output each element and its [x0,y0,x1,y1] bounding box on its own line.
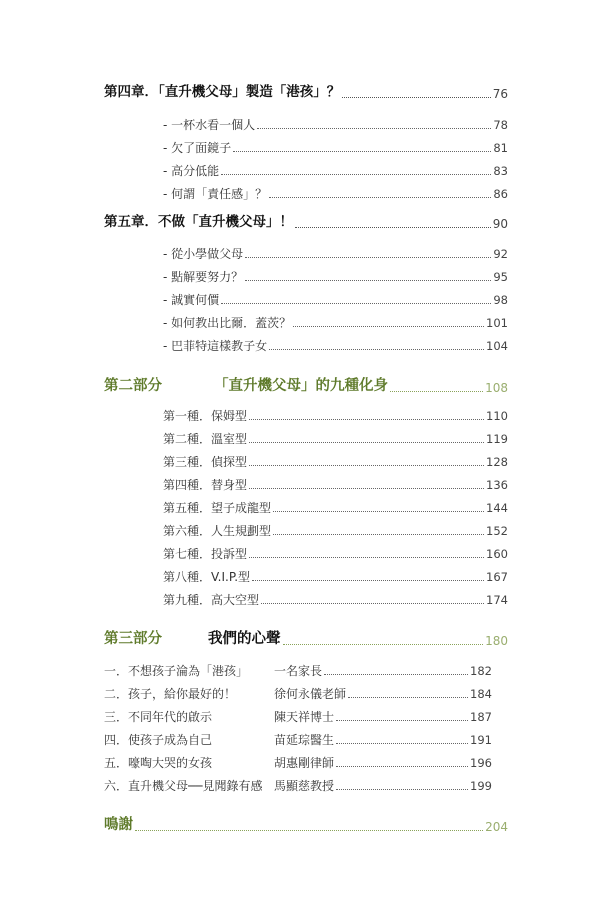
voice-author: 胡惠剛律師 [274,756,335,770]
page-number: 108 [485,380,508,395]
page-number: 174 [486,592,508,607]
page-number: 199 [470,778,492,793]
dot-leader [252,580,484,581]
page-number: 167 [486,569,508,584]
toc-item[interactable] [163,317,508,329]
toc-item[interactable] [163,479,508,491]
page-number: 92 [493,246,508,261]
page-number: 160 [486,546,508,561]
toc-item[interactable] [163,119,508,131]
item-label: 第五種．望子成龍型 [163,501,272,515]
page-number: 196 [470,755,492,770]
voice-author: 苗延琮醫生 [274,733,335,747]
voice-author: 徐何永儀老師 [274,687,347,701]
dot-leader [233,151,491,152]
item-label: 第三種．偵探型 [163,455,248,469]
page-number: 128 [486,454,508,469]
dot-leader [221,303,491,304]
dot-leader [273,511,484,512]
dot-leader [293,326,484,327]
toc-part-3[interactable] [104,632,508,647]
dot-leader [269,197,491,198]
dot-leader [249,465,484,466]
toc-item[interactable] [163,142,508,154]
toc-voice-item[interactable] [104,663,508,677]
toc-item[interactable] [163,548,508,560]
page-number: 204 [485,819,508,834]
toc-item[interactable] [163,433,508,445]
toc-chapter-5[interactable] [104,216,508,230]
item-label: - 高分低能 [163,164,220,178]
page-number: 191 [470,732,492,747]
item-label: - 如何教出比爾．蓋茨？ [163,316,292,330]
item-label: - 從小學做父母 [163,247,244,261]
dot-leader [295,227,491,228]
part-title: 我們的心聲 [208,631,281,647]
dot-leader [249,442,484,443]
item-label: - 誠實何價 [163,293,220,307]
voice-author: 一名家長 [274,664,323,678]
page-number: 98 [493,292,508,307]
toc-item[interactable] [163,502,508,514]
dot-leader [135,830,483,831]
voice-author: 陳天祥博士 [274,710,335,724]
voice-author: 馬顯慈教授 [274,779,335,793]
toc-item[interactable] [163,165,508,177]
voice-author-row [274,711,492,723]
item-label: 第七種．投訴型 [163,547,248,561]
toc-item[interactable] [163,594,508,606]
toc-acknowledgement[interactable] [104,818,508,833]
part-label: 第三部分 [104,631,162,647]
dot-leader [336,720,468,721]
page-number: 144 [486,500,508,515]
voice-author-row [274,734,492,746]
chapter-title: 第五章．不做「直升機父母」！ [104,214,293,230]
page-number: 90 [492,216,508,231]
page-number: 81 [493,140,508,155]
item-label: 第四種．替身型 [163,478,248,492]
page-number: 83 [493,163,508,178]
toc-item[interactable] [163,410,508,422]
item-label: 第二種．溫室型 [163,432,248,446]
toc-voice-item[interactable] [104,686,508,700]
voice-author-row [274,757,492,769]
dot-leader [269,349,484,350]
dot-leader [261,603,484,604]
part-label: 第二部分 [104,378,162,394]
toc-item[interactable] [163,456,508,468]
page-number: 86 [493,186,508,201]
voice-title: 三．不同年代的啟示 [104,710,213,724]
page-number: 119 [486,431,508,446]
part-title: 「直升機父母」的九種化身 [214,378,388,394]
item-label: 第八種．V.I.P.型 [163,570,251,584]
toc-item[interactable] [163,571,508,583]
dot-leader [390,391,483,392]
item-label: - 巴菲特這樣教子女 [163,339,268,353]
dot-leader [324,674,468,675]
dot-leader [249,419,484,420]
page-number: 101 [486,315,508,330]
toc-part-2[interactable] [104,379,508,394]
dot-leader [245,257,491,258]
dot-leader [348,697,468,698]
page-number: 184 [470,686,492,701]
voice-title: 一．不想孩子淪為「港孩」 [104,664,249,678]
toc-chapter-4[interactable] [104,86,508,100]
dot-leader [249,488,484,489]
page-number: 136 [486,477,508,492]
page-number: 187 [470,709,492,724]
page-number: 95 [493,269,508,284]
item-label: - 欠了面鏡子 [163,141,232,155]
page-number: 152 [486,523,508,538]
item-label: 第一種．保姆型 [163,409,248,423]
toc-item[interactable] [163,294,508,306]
toc-voice-item[interactable] [104,755,508,769]
page-number: 110 [486,408,508,423]
dot-leader [342,97,490,98]
toc-item[interactable] [163,525,508,537]
item-label: 第六種．人生規劃型 [163,524,272,538]
voice-author-row [274,688,492,700]
chapter-title: 第四章．「直升機父母」製造「港孩」？ [104,84,341,100]
dot-leader [257,128,491,129]
item-label: 第九種．高大空型 [163,593,260,607]
toc-item[interactable] [163,188,508,200]
toc-item[interactable] [163,340,508,352]
dot-leader [336,789,468,790]
toc-voice-item[interactable] [104,778,508,792]
dot-leader [273,534,484,535]
page-number: 78 [493,117,508,132]
page-number: 104 [486,338,508,353]
voice-author-row [274,780,492,792]
page-number: 182 [470,663,492,678]
item-label: - 何謂「責任感」？ [163,187,268,201]
dot-leader [336,766,468,767]
item-label: - 一杯水看一個人 [163,118,256,132]
page-number: 180 [485,633,508,648]
dot-leader [221,174,491,175]
dot-leader [245,280,491,281]
voice-title: 五．嚎啕大哭的女孩 [104,756,213,770]
toc-item[interactable] [163,271,508,283]
voice-title: 六．直升機父母──見聞錄有感 [104,779,263,793]
toc-voice-item[interactable] [104,732,508,746]
toc-voice-item[interactable] [104,709,508,723]
page-number: 76 [492,86,508,101]
voice-author-row [274,665,492,677]
voice-title: 二．孩子，給你最好的！ [104,687,237,701]
voice-title: 四．使孩子成為自己 [104,733,213,747]
dot-leader [249,557,484,558]
item-label: - 點解要努力？ [163,270,244,284]
toc-item[interactable] [163,248,508,260]
acknowledgement-title: 鳴謝 [104,817,133,833]
dot-leader [283,644,484,645]
dot-leader [336,743,468,744]
